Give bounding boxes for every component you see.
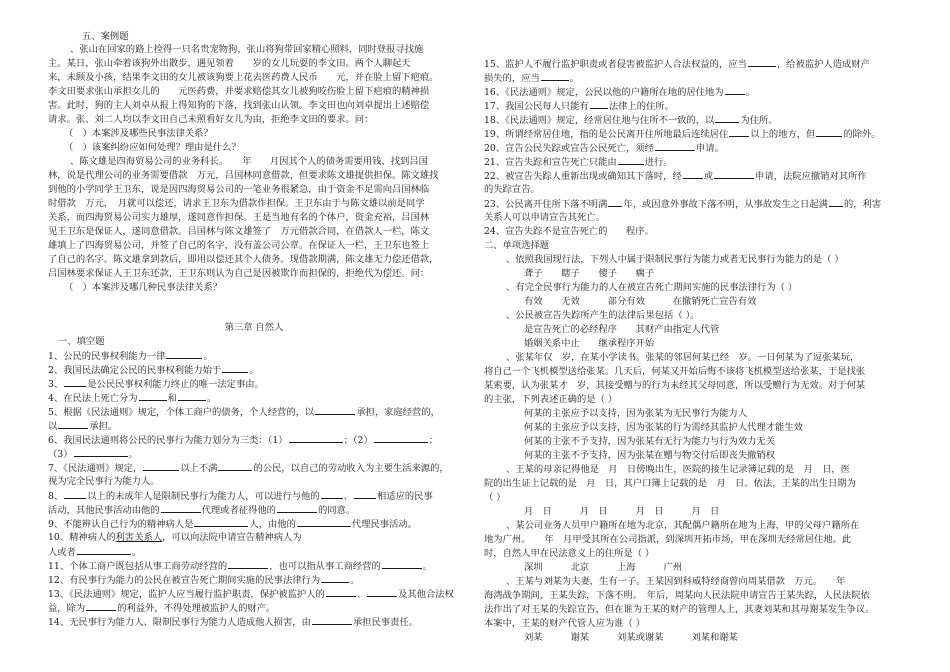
line-text: 的，利害 bbox=[843, 199, 882, 210]
answer-blank bbox=[367, 587, 397, 597]
line-text: 、有完全民事行为能力的人在被宣告死亡期间实施的民事法律行为（ ） bbox=[506, 282, 798, 293]
answer-blank bbox=[715, 113, 739, 123]
line-text: 22、被宣告失踪人重新出现或确知其下落时，经 bbox=[484, 171, 682, 182]
line-text: 11、个体工商户既包括从事工商劳动经营的 bbox=[48, 561, 228, 572]
line-text: 10、精神病人的 bbox=[48, 532, 116, 543]
fill-question-line bbox=[48, 573, 359, 587]
case-text-line bbox=[48, 225, 429, 238]
line-text: 。 bbox=[422, 561, 433, 572]
underlined-term: 利害关系人 bbox=[115, 532, 163, 543]
fill-question-line bbox=[48, 391, 216, 405]
line-text: 婚姻关系中止 继承程序开始 bbox=[524, 338, 655, 349]
line-text: 相适应的民事 bbox=[376, 491, 433, 502]
answer-blank bbox=[289, 433, 343, 443]
choice-question-line bbox=[524, 421, 803, 434]
line-text: 吕国林要求保证人王卫东还款，王卫东则认为自己是因被欺诈而担保的，拒绝代为偿还。问： bbox=[48, 268, 430, 279]
answer-blank bbox=[321, 489, 343, 499]
answer-blank bbox=[139, 391, 167, 401]
line-text: 18、《民法通则》规定，经常居住地与住所不一致的，以 bbox=[484, 115, 715, 126]
fill-question-line bbox=[484, 85, 755, 99]
line-text: 李文田要求张山承担女儿的 元医药费，并要求赔偿其女儿被狗咬伤脸上留下疤痕的精神损 bbox=[48, 86, 430, 97]
line-text: 法律上的住所。 bbox=[608, 101, 674, 112]
answer-blank bbox=[312, 615, 352, 625]
line-text: 。 bbox=[128, 449, 138, 460]
fill-question-line bbox=[48, 433, 438, 447]
case-text-line bbox=[64, 281, 222, 294]
line-text: 视为完全民事行为能力人。 bbox=[48, 476, 160, 487]
line-text: 申请。 bbox=[695, 143, 724, 154]
line-text: 何某的主张应予以支持，因为张某为无民事行为能力人 bbox=[524, 408, 748, 419]
line-text: 13、《民法通则》规定，监护人应当履行监护职责，保护被监护人的 bbox=[48, 589, 325, 600]
left-column bbox=[48, 0, 460, 672]
answer-blank bbox=[354, 489, 376, 499]
choice-question-line bbox=[506, 281, 797, 294]
fill-question-line bbox=[484, 127, 881, 141]
fill-question-line bbox=[484, 113, 778, 127]
line-text: 月 日 月 日 月 日 月 日 bbox=[524, 506, 720, 517]
line-text: 2、我国民法确定公民的民事权利能力始于 bbox=[48, 365, 222, 376]
line-text: 人或者 bbox=[48, 547, 76, 558]
fill-question-line bbox=[48, 447, 138, 461]
choice-question-line bbox=[506, 575, 845, 588]
line-text: 19、所谓经常居住地，指的是公民离开住所地最后连续居住 bbox=[484, 129, 729, 140]
line-text: 年，或因意外事故下落不明，从事故发生之日起满 bbox=[623, 199, 828, 210]
line-text: 承担民事责任。 bbox=[352, 617, 418, 628]
line-text: 、张某年仅 岁，在某小学读书。张某的邻居何某已经 岁。一日何某为了逗张某玩， bbox=[506, 352, 860, 363]
line-text: 23、公民离开住所下落不明满 bbox=[484, 199, 608, 210]
fill-question-line bbox=[484, 155, 673, 169]
fill-question-line bbox=[48, 545, 141, 559]
answer-blank bbox=[178, 391, 206, 401]
answer-blank bbox=[166, 349, 202, 359]
line-text: 的主张，下列表述正确的是（ ） bbox=[484, 394, 618, 405]
fill-question-line bbox=[48, 405, 440, 419]
section-heading bbox=[484, 239, 549, 252]
fill-question-line bbox=[48, 531, 302, 544]
answer-blank bbox=[194, 517, 248, 527]
line-text: 。 bbox=[131, 547, 142, 558]
line-text: 以 bbox=[48, 421, 58, 432]
answer-blank bbox=[74, 447, 128, 457]
case-text-line bbox=[48, 113, 373, 126]
answer-blank bbox=[725, 85, 745, 95]
answer-blank bbox=[297, 517, 351, 527]
fill-question-line bbox=[48, 461, 449, 475]
choice-question-line bbox=[524, 435, 775, 448]
case-text-line bbox=[70, 155, 428, 168]
line-text: 将自己一个飞机模型送给张某。几天后，何某又开始后悔不该将飞机模型送给张某，于是找张 bbox=[484, 366, 866, 377]
fill-question-line bbox=[484, 57, 870, 71]
case-text-line bbox=[48, 197, 425, 210]
line-text: 、依照我国现行法，下列人中属于限制民事行为能力或者无民事行为能力的是（ ） bbox=[506, 254, 844, 265]
fill-question-line bbox=[484, 211, 605, 224]
answer-blank bbox=[618, 155, 644, 165]
choice-question-line bbox=[484, 477, 856, 490]
line-text: 。 bbox=[203, 351, 213, 362]
line-text: 9、不能辨认自己行为的精神病人是 bbox=[48, 519, 194, 530]
section-heading-text: 一、填空题 bbox=[58, 336, 105, 347]
line-text: 的公民，以自己的劳动收入为主要生活来源的， bbox=[253, 463, 449, 474]
line-text: 、陈文雄是四海贸易公司的业务科长。 年 月因其个人的债务需要用钱，找到吕国 bbox=[70, 156, 428, 167]
answer-blank bbox=[218, 461, 252, 471]
line-text: 6、我国民法通则将公民的民事行为能力划分为三类：（1） bbox=[48, 435, 288, 446]
line-text: 到他的小学同学王卫东，说是因四海贸易公司的一笔业务很紧急，由于资金不足需向吕国林临 bbox=[48, 184, 430, 195]
answer-blank bbox=[321, 573, 349, 583]
chapter-title-text: 第三章 自然人 bbox=[224, 322, 284, 333]
right-column bbox=[484, 0, 898, 672]
line-text: 、王某与刘某为夫妻，生有一子。王某因到科威特经商曾向周某借款 万元。 年 bbox=[506, 576, 846, 587]
line-text: 21、宣告失踪和宣告死亡只能由 bbox=[484, 157, 617, 168]
line-text: 。 bbox=[206, 393, 217, 404]
line-text: 以上不满 bbox=[180, 463, 218, 474]
fill-question-line bbox=[484, 183, 540, 196]
line-text: ；（2） bbox=[343, 435, 373, 446]
line-text: 聋子 瞎子 傻子 瘸子 bbox=[524, 268, 655, 279]
case-text-line bbox=[48, 85, 429, 98]
line-text: 是公民民事权利能力终止的唯一法定事由。 bbox=[87, 379, 264, 390]
chapter-title bbox=[48, 321, 460, 334]
line-text: 院的出生证上记载的是 月 日，其户口簿上记载的是 月 日。依法，王某的出生日期为 bbox=[484, 478, 856, 489]
choice-question-line bbox=[484, 589, 870, 602]
line-text: 申请，法院应撤销对其所作 bbox=[755, 171, 867, 182]
line-text: 何某的主张不予支持，因为张某在赠与物交付后即丧失撤销权 bbox=[524, 450, 776, 461]
line-text: 是宣告死亡的必经程序 其财产由指定人代管 bbox=[524, 324, 720, 335]
line-text: 14、无民事行为能力人、限制民事行为能力人造成他人损害，由 bbox=[48, 617, 311, 628]
answer-blank bbox=[816, 127, 842, 137]
case-text-line bbox=[48, 211, 429, 224]
line-text: 、 bbox=[356, 589, 367, 600]
choice-question-line bbox=[524, 631, 738, 644]
choice-question-line bbox=[524, 561, 682, 574]
choice-question-line bbox=[484, 379, 865, 392]
line-text: 、 bbox=[343, 491, 353, 502]
choice-question-line bbox=[484, 491, 506, 504]
choice-question-line bbox=[524, 323, 719, 336]
choice-question-line bbox=[524, 407, 747, 420]
line-text: （ ）本案涉及哪几种民事法律关系？ bbox=[64, 282, 223, 293]
line-text: 本案中，王某的财产代管人应为谁（ ） bbox=[484, 618, 646, 629]
line-text: 。 bbox=[745, 87, 755, 98]
line-text: 或 bbox=[703, 171, 714, 182]
answer-blank bbox=[86, 601, 116, 611]
line-text: 海湾战争期间，王某失踪，下落不明。 年后，周某向人民法院申请宣告王某失踪，人民法院依 bbox=[484, 590, 870, 601]
line-text: 进行。 bbox=[644, 157, 673, 168]
answer-blank bbox=[58, 419, 88, 429]
fill-question-line bbox=[484, 71, 579, 85]
answer-blank bbox=[64, 489, 86, 499]
choice-question-line bbox=[524, 505, 719, 518]
choice-question-line bbox=[506, 309, 700, 322]
line-text: 7、《民法通则》规定， bbox=[48, 463, 143, 474]
choice-question-line bbox=[484, 365, 865, 378]
answer-blank bbox=[729, 127, 749, 137]
choice-question-line bbox=[484, 533, 851, 546]
line-text: 及其他合法权 bbox=[398, 589, 454, 600]
choice-question-line bbox=[484, 617, 645, 630]
choice-question-line bbox=[524, 295, 756, 308]
line-text: 承担。 bbox=[89, 421, 118, 432]
line-text: 何某的主张应予以支持，因为张某的行为需经其监护人代理才能生效 bbox=[524, 422, 803, 433]
line-text: 16、《民法通则》规定，公民以他的户籍所在地的居住地为 bbox=[484, 87, 724, 98]
answer-blank bbox=[590, 99, 608, 109]
line-text: 林，说是代理公司的业务需要借款 万元，吕国林同意借款，但要求陈文雄提供担保。陈文雄找 bbox=[48, 170, 439, 181]
line-text: ，给被监护人造成财产 bbox=[776, 59, 870, 70]
fill-question-line bbox=[48, 601, 275, 615]
line-text: 法作出了对王某的失踪宣告，但在谁为王某的财产的管理人上，其妻刘某和其母谢某发生争议。 bbox=[484, 604, 875, 615]
line-text: 、公民被宣告失踪所产生的法律后果包括（ ）。 bbox=[506, 310, 700, 321]
case-text-line bbox=[48, 57, 411, 70]
line-text: 。 bbox=[350, 575, 360, 586]
line-text: 8、 bbox=[48, 491, 64, 502]
fill-question-line bbox=[48, 475, 160, 488]
answer-blank bbox=[222, 363, 248, 373]
case-text-line bbox=[48, 253, 438, 266]
case-text-line bbox=[82, 30, 129, 43]
fill-question-line bbox=[484, 169, 867, 183]
line-text: 时，自然人甲在民法意义上的住所是（ ） bbox=[484, 548, 655, 559]
fill-question-line bbox=[484, 197, 881, 211]
line-text: 、某公司业务人员甲户籍所在地为北京，其配偶户籍所在地为上海，甲的父母户籍所在 bbox=[506, 520, 860, 531]
line-text: 关系人可以申请宣告其死亡。 bbox=[484, 212, 605, 223]
line-text: 深圳 北京 上海 广州 bbox=[524, 562, 683, 573]
fill-question-line bbox=[48, 377, 264, 391]
line-text: （ ）本案涉及哪些民事法律关系？ bbox=[64, 128, 213, 139]
line-text: （3） bbox=[48, 449, 73, 460]
fill-question-line bbox=[48, 517, 417, 531]
line-text: ，可以向法院申请宣告精神病人为 bbox=[162, 532, 302, 543]
case-text-line bbox=[48, 239, 429, 252]
line-text: ，也可以指从事工商经营的 bbox=[269, 561, 381, 572]
case-text-line bbox=[48, 183, 429, 196]
fill-question-line bbox=[484, 225, 654, 238]
line-text: 雄填上了四海贸易公司，并签了自己的名字，没有盖公司公章。在保证人一栏，王卫东也签上 bbox=[48, 240, 430, 251]
answer-blank bbox=[77, 545, 131, 555]
line-text: 五、案例题 bbox=[82, 31, 129, 42]
line-text: 承担，家庭经营的， bbox=[356, 407, 440, 418]
line-text: 代理或者征得他的 bbox=[201, 505, 276, 516]
answer-blank bbox=[64, 377, 86, 387]
case-text-line bbox=[70, 43, 423, 56]
answer-blank bbox=[748, 57, 776, 67]
case-text-line bbox=[48, 71, 438, 84]
fill-question-line bbox=[48, 489, 433, 503]
answer-blank bbox=[374, 433, 428, 443]
fill-question-line bbox=[48, 363, 259, 377]
line-text: 以上的未成年人是限制民事行为能力人，可以进行与他的 bbox=[87, 491, 320, 502]
line-text: 、张山在回家的路上捡得一只名贵宠物狗，张山将狗带回家精心照料，同时登报寻找施 bbox=[70, 44, 424, 55]
fill-question-line bbox=[484, 141, 724, 155]
answer-blank bbox=[683, 169, 703, 179]
answer-blank bbox=[382, 559, 422, 569]
line-text: 主。某日，张山牵着该狗外出散步，遇见领着 岁的女儿玩耍的李文田。两个人聊起天 bbox=[48, 58, 411, 69]
line-text: 24、宣告失踪不是宣告死亡的 程序。 bbox=[484, 226, 654, 237]
line-text: 17、我国公民每人只能有 bbox=[484, 101, 589, 112]
line-text: 的利益外，不得处理被监护人的财产。 bbox=[117, 603, 276, 614]
choice-question-line bbox=[506, 519, 859, 532]
line-text: 关系，而四海贸易公司实力雄厚，遂同意作担保。王是当地有名的个体户，资金充裕，吕国林 bbox=[48, 212, 430, 223]
case-text-line bbox=[48, 267, 429, 280]
line-text: 。 bbox=[569, 73, 580, 84]
line-text: 益，除为 bbox=[48, 603, 86, 614]
choice-question-line bbox=[524, 267, 654, 280]
choice-question-line bbox=[484, 603, 874, 616]
line-text: 害。此时，狗的主人刘卓从报上得知狗的下落，找到张山认领。李文田也向刘卓提出上述赔偿 bbox=[48, 100, 430, 111]
fill-question-line bbox=[48, 349, 213, 363]
line-text: 何某的主张不予支持，因为张某有无行为能力与行为效力无关 bbox=[524, 436, 776, 447]
line-text: 15、监护人不履行监护职责或者侵害被监护人合法权益的，应当 bbox=[484, 59, 747, 70]
section-heading-text: 二、单项选择题 bbox=[484, 240, 550, 251]
line-text: 3、 bbox=[48, 379, 64, 390]
choice-question-line bbox=[506, 463, 850, 476]
choice-question-line bbox=[484, 393, 617, 406]
line-text: 1、公民的民事权利能力一律 bbox=[48, 351, 166, 362]
line-text: 和 bbox=[167, 393, 177, 404]
answer-blank bbox=[655, 141, 695, 151]
answer-blank bbox=[541, 71, 569, 81]
choice-question-line bbox=[524, 337, 654, 350]
answer-blank bbox=[326, 587, 356, 597]
line-text: 有效 无效 部分有效 在撤销死亡宣告有效 bbox=[524, 296, 757, 307]
fill-question-line bbox=[48, 615, 418, 629]
line-text: 5、根据《民法通则》规定，个体工商户的债务，个人经营的，以 bbox=[48, 407, 315, 418]
line-text: 4、在民法上死亡分为 bbox=[48, 393, 138, 404]
line-text: 的除外。 bbox=[843, 129, 881, 140]
line-text: 的失踪宣告。 bbox=[484, 184, 540, 195]
line-text: （ ）该案纠纷应如何处理？理由是什么？ bbox=[64, 142, 241, 153]
line-text: 20、宣告公民失踪或宣告公民死亡，须经 bbox=[484, 143, 654, 154]
answer-blank bbox=[829, 197, 843, 207]
line-text: 损失的，应当 bbox=[484, 73, 540, 84]
line-text: 12、有民事行为能力的公民在被宣告死亡期间实施的民事法律行为 bbox=[48, 575, 321, 586]
fill-question-line bbox=[48, 503, 355, 517]
answer-blank bbox=[714, 169, 754, 179]
line-text: 了自己的名字。陈文雄拿到款后，即用以偿还其个人债务。现借款期满，陈文雄无力偿还借款， bbox=[48, 254, 439, 265]
case-text-line bbox=[64, 127, 213, 140]
fill-question-line bbox=[48, 587, 454, 601]
fill-question-line bbox=[484, 99, 674, 113]
answer-blank bbox=[161, 503, 201, 513]
answer-blank bbox=[608, 197, 622, 207]
line-text: 为住所。 bbox=[740, 115, 778, 126]
case-text-line bbox=[64, 141, 241, 154]
section-heading bbox=[58, 335, 105, 348]
fill-question-line bbox=[48, 559, 432, 573]
line-text: 刘某 谢某 刘某或谢某 刘某和谢某 bbox=[524, 632, 738, 643]
line-text: ； bbox=[428, 435, 439, 446]
line-text: 、王某的母亲记得他是 月 日傍晚出生，医院的接生记录簿记载的是 月 日，医 bbox=[506, 464, 850, 475]
line-text: 以上的地方，但 bbox=[750, 129, 816, 140]
line-text: 见王卫东是保证人，遂同意借款。吕国林与陈文雄签了 万元借款合同，在借款人一栏，陈文 bbox=[48, 226, 430, 237]
answer-blank bbox=[143, 461, 179, 471]
choice-question-line bbox=[524, 449, 775, 462]
choice-question-line bbox=[506, 351, 859, 364]
answer-blank bbox=[315, 405, 355, 415]
line-text: 请求。张、刘二人均以李文田自己未照看好女儿为由，拒绝李文田的要求。问： bbox=[48, 114, 374, 125]
line-text: 地为广州。 年 月甲受其所在公司指派，到深圳开拓市场，甲在深圳无经常居住地。此 bbox=[484, 534, 852, 545]
line-text: 的同意。 bbox=[317, 505, 356, 516]
fill-question-line bbox=[48, 419, 117, 433]
line-text: 代理民事活动。 bbox=[351, 519, 417, 530]
line-text: 某索要，认为张某才 岁，其接受赠与的行为未经其父母同意，所以受赠行为无效。对于何某 bbox=[484, 380, 866, 391]
line-text: 活动，其他民事活动由他的 bbox=[48, 505, 160, 516]
answer-blank bbox=[277, 503, 317, 513]
line-text: （ ） bbox=[484, 492, 506, 503]
answer-blank bbox=[228, 559, 268, 569]
case-text-line bbox=[48, 99, 429, 112]
case-text-line bbox=[48, 169, 438, 182]
line-text: 来，未顾及小孩，结果李文田的女儿被该狗要上花去医药费人民币 元，并在脸上留下疤痕。 bbox=[48, 72, 439, 83]
line-text: 人，由他的 bbox=[249, 519, 296, 530]
line-text: 时借款 万元， 月就可以偿还，请求王卫东为借款作担保。王卫东由于与陈文雄以前是同学 bbox=[48, 198, 425, 209]
choice-question-line bbox=[484, 547, 654, 560]
choice-question-line bbox=[506, 253, 844, 266]
line-text: 。 bbox=[249, 365, 259, 376]
